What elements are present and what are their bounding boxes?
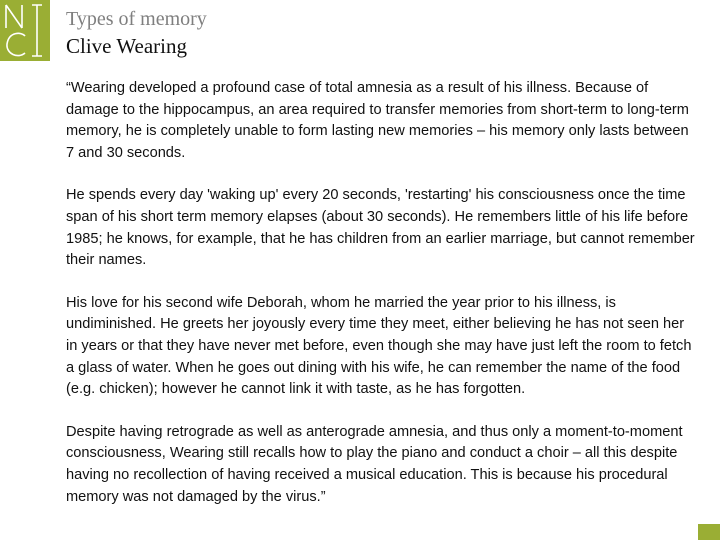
nic-logo [0, 0, 50, 61]
quote-body [66, 78, 696, 529]
paragraph-wife: His love for his second wife Deborah, whom he married the year prior to his illness, is undiminished. He greets her joyously every time they meet, either believing he has not seen her in years or that they have never met before, even though she may have just left the room to fetch a glass of water. When he goes out dining with his wife, he can remember the name of the food (e.g. chicken); however he cannot link it with taste, as he has forgotten. [66, 294, 692, 398]
paragraph-procedural-memory: Despite having retrograde as well as anterograde amnesia, and thus only a moment-to-moment consciousness, Wearing still recalls how to play the piano and conduct a choir – all this despite having no recollection of having received a musical education. This is because his procedural memory was not damaged by the virus.” [66, 423, 683, 505]
corner-accent [698, 524, 720, 540]
section-label: Types of memory [66, 8, 207, 30]
paragraph-waking-up: He spends every day 'waking up' every 20 seconds, 'restarting' his consciousness once the time span of his short term memory elapses (about 30 seconds). He remembers little of his life before 1985; he knows, for example, that he has children from an earlier marriage, but cannot remember their names. [66, 187, 695, 269]
slide-title: Clive Wearing [66, 34, 187, 58]
slide-header [66, 6, 207, 60]
nic-logo-icon [0, 0, 50, 61]
paragraph-amnesia: “Wearing developed a profound case of total amnesia as a result of his illness. Because of damage to the hippocampus, an area required to transfer memories from short-term to long-term memory, he is completely unable to form lasting new memories – his memory only lasts between 7 and 30 seconds. [66, 80, 689, 161]
